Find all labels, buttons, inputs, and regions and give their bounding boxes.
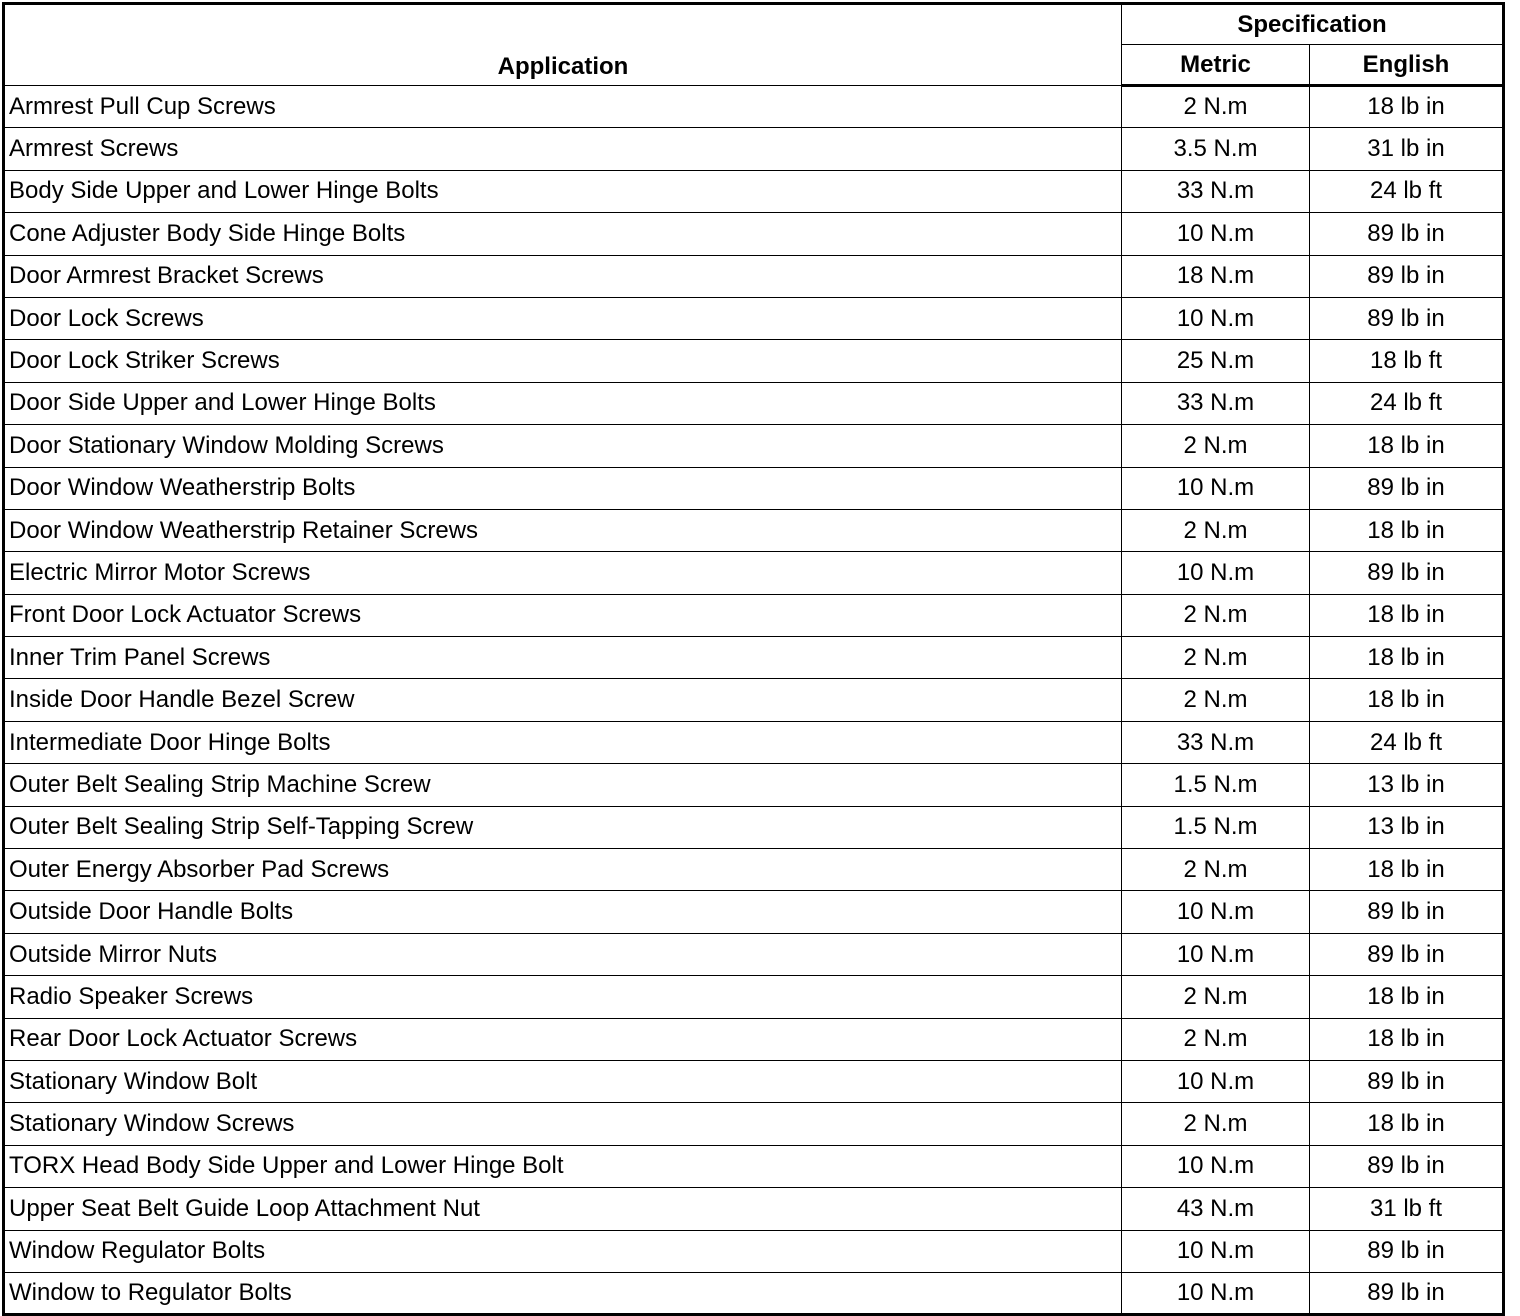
- table-row: [4, 1272, 1504, 1314]
- english-cell: 24 lb ft: [1310, 382, 1504, 424]
- english-cell: 89 lb in: [1310, 552, 1504, 594]
- metric-cell: 10 N.m: [1122, 467, 1310, 509]
- english-cell: 18 lb in: [1310, 425, 1504, 467]
- table-body: [4, 86, 1504, 1315]
- english-cell: 31 lb ft: [1310, 1188, 1504, 1230]
- application-cell: Door Lock Striker Screws: [4, 340, 1122, 382]
- table-row: [4, 255, 1504, 297]
- table-row: [4, 594, 1504, 636]
- metric-cell: 1.5 N.m: [1122, 806, 1310, 848]
- metric-cell: 10 N.m: [1122, 297, 1310, 339]
- english-cell: 18 lb in: [1310, 509, 1504, 551]
- metric-cell: 2 N.m: [1122, 1018, 1310, 1060]
- application-cell: Armrest Screws: [4, 128, 1122, 170]
- metric-cell: 33 N.m: [1122, 721, 1310, 763]
- metric-cell: 2 N.m: [1122, 679, 1310, 721]
- english-cell: 89 lb in: [1310, 213, 1504, 255]
- english-cell: 18 lb in: [1310, 1018, 1504, 1060]
- table-row: [4, 1145, 1504, 1187]
- metric-cell: 2 N.m: [1122, 594, 1310, 636]
- english-cell: 18 lb in: [1310, 594, 1504, 636]
- english-cell: 18 lb in: [1310, 976, 1504, 1018]
- metric-cell: 10 N.m: [1122, 1060, 1310, 1102]
- english-cell: 18 lb in: [1310, 86, 1504, 128]
- metric-cell: 10 N.m: [1122, 552, 1310, 594]
- application-cell: Front Door Lock Actuator Screws: [4, 594, 1122, 636]
- metric-cell: 18 N.m: [1122, 255, 1310, 297]
- english-cell: 18 lb in: [1310, 679, 1504, 721]
- application-cell: Cone Adjuster Body Side Hinge Bolts: [4, 213, 1122, 255]
- application-cell: Door Window Weatherstrip Bolts: [4, 467, 1122, 509]
- application-cell: Outside Door Handle Bolts: [4, 891, 1122, 933]
- english-cell: 89 lb in: [1310, 933, 1504, 975]
- english-cell: 31 lb in: [1310, 128, 1504, 170]
- header-row-top: [4, 4, 1504, 45]
- metric-cell: 10 N.m: [1122, 933, 1310, 975]
- table-header: [4, 4, 1504, 86]
- application-cell: Outer Belt Sealing Strip Machine Screw: [4, 764, 1122, 806]
- metric-cell: 1.5 N.m: [1122, 764, 1310, 806]
- table-row: [4, 128, 1504, 170]
- table-row: [4, 679, 1504, 721]
- english-cell: 24 lb ft: [1310, 170, 1504, 212]
- table-row: [4, 425, 1504, 467]
- english-cell: 13 lb in: [1310, 764, 1504, 806]
- table-row: [4, 213, 1504, 255]
- english-header: English: [1310, 45, 1504, 86]
- metric-cell: 2 N.m: [1122, 425, 1310, 467]
- english-cell: 18 lb ft: [1310, 340, 1504, 382]
- metric-cell: 10 N.m: [1122, 1272, 1310, 1314]
- application-cell: Door Lock Screws: [4, 297, 1122, 339]
- table-row: [4, 637, 1504, 679]
- application-cell: Body Side Upper and Lower Hinge Bolts: [4, 170, 1122, 212]
- metric-cell: 2 N.m: [1122, 976, 1310, 1018]
- metric-cell: 33 N.m: [1122, 170, 1310, 212]
- english-cell: 89 lb in: [1310, 1272, 1504, 1314]
- metric-cell: 2 N.m: [1122, 849, 1310, 891]
- english-cell: 18 lb in: [1310, 1103, 1504, 1145]
- metric-cell: 2 N.m: [1122, 509, 1310, 551]
- metric-cell: 3.5 N.m: [1122, 128, 1310, 170]
- application-cell: Upper Seat Belt Guide Loop Attachment Nut: [4, 1188, 1122, 1230]
- torque-spec-table: [2, 2, 1505, 1316]
- application-cell: TORX Head Body Side Upper and Lower Hinge Bolt: [4, 1145, 1122, 1187]
- application-cell: Inside Door Handle Bezel Screw: [4, 679, 1122, 721]
- table-row: [4, 891, 1504, 933]
- application-header: Application: [4, 4, 1122, 86]
- english-cell: 89 lb in: [1310, 891, 1504, 933]
- table-row: [4, 1018, 1504, 1060]
- english-cell: 89 lb in: [1310, 1145, 1504, 1187]
- application-cell: Window to Regulator Bolts: [4, 1272, 1122, 1314]
- application-cell: Door Armrest Bracket Screws: [4, 255, 1122, 297]
- application-cell: Rear Door Lock Actuator Screws: [4, 1018, 1122, 1060]
- table-row: [4, 86, 1504, 128]
- application-cell: Outside Mirror Nuts: [4, 933, 1122, 975]
- application-cell: Stationary Window Screws: [4, 1103, 1122, 1145]
- table-row: [4, 806, 1504, 848]
- english-cell: 18 lb in: [1310, 849, 1504, 891]
- application-cell: Window Regulator Bolts: [4, 1230, 1122, 1272]
- table-row: [4, 1103, 1504, 1145]
- table-row: [4, 340, 1504, 382]
- table-row: [4, 170, 1504, 212]
- application-cell: Electric Mirror Motor Screws: [4, 552, 1122, 594]
- english-cell: 18 lb in: [1310, 637, 1504, 679]
- table-row: [4, 1060, 1504, 1102]
- metric-cell: 10 N.m: [1122, 1230, 1310, 1272]
- table-row: [4, 1230, 1504, 1272]
- metric-header: Metric: [1122, 45, 1310, 86]
- english-cell: 89 lb in: [1310, 1230, 1504, 1272]
- application-cell: Door Stationary Window Molding Screws: [4, 425, 1122, 467]
- english-cell: 89 lb in: [1310, 255, 1504, 297]
- table-row: [4, 1188, 1504, 1230]
- application-cell: Outer Belt Sealing Strip Self-Tapping Screw: [4, 806, 1122, 848]
- table-row: [4, 382, 1504, 424]
- application-cell: Stationary Window Bolt: [4, 1060, 1122, 1102]
- metric-cell: 10 N.m: [1122, 891, 1310, 933]
- table-row: [4, 552, 1504, 594]
- english-cell: 89 lb in: [1310, 467, 1504, 509]
- application-cell: Intermediate Door Hinge Bolts: [4, 721, 1122, 763]
- application-cell: Radio Speaker Screws: [4, 976, 1122, 1018]
- table-row: [4, 297, 1504, 339]
- table-row: [4, 721, 1504, 763]
- english-cell: 13 lb in: [1310, 806, 1504, 848]
- application-cell: Outer Energy Absorber Pad Screws: [4, 849, 1122, 891]
- table-row: [4, 467, 1504, 509]
- application-cell: Inner Trim Panel Screws: [4, 637, 1122, 679]
- metric-cell: 10 N.m: [1122, 213, 1310, 255]
- table-row: [4, 764, 1504, 806]
- metric-cell: 2 N.m: [1122, 637, 1310, 679]
- application-cell: Door Window Weatherstrip Retainer Screws: [4, 509, 1122, 551]
- english-cell: 89 lb in: [1310, 1060, 1504, 1102]
- table-row: [4, 933, 1504, 975]
- metric-cell: 2 N.m: [1122, 1103, 1310, 1145]
- metric-cell: 33 N.m: [1122, 382, 1310, 424]
- english-cell: 24 lb ft: [1310, 721, 1504, 763]
- application-cell: Armrest Pull Cup Screws: [4, 86, 1122, 128]
- specification-header: Specification: [1122, 4, 1504, 45]
- table-row: [4, 509, 1504, 551]
- metric-cell: 43 N.m: [1122, 1188, 1310, 1230]
- metric-cell: 25 N.m: [1122, 340, 1310, 382]
- metric-cell: 2 N.m: [1122, 86, 1310, 128]
- table-row: [4, 849, 1504, 891]
- english-cell: 89 lb in: [1310, 297, 1504, 339]
- table-row: [4, 976, 1504, 1018]
- application-cell: Door Side Upper and Lower Hinge Bolts: [4, 382, 1122, 424]
- metric-cell: 10 N.m: [1122, 1145, 1310, 1187]
